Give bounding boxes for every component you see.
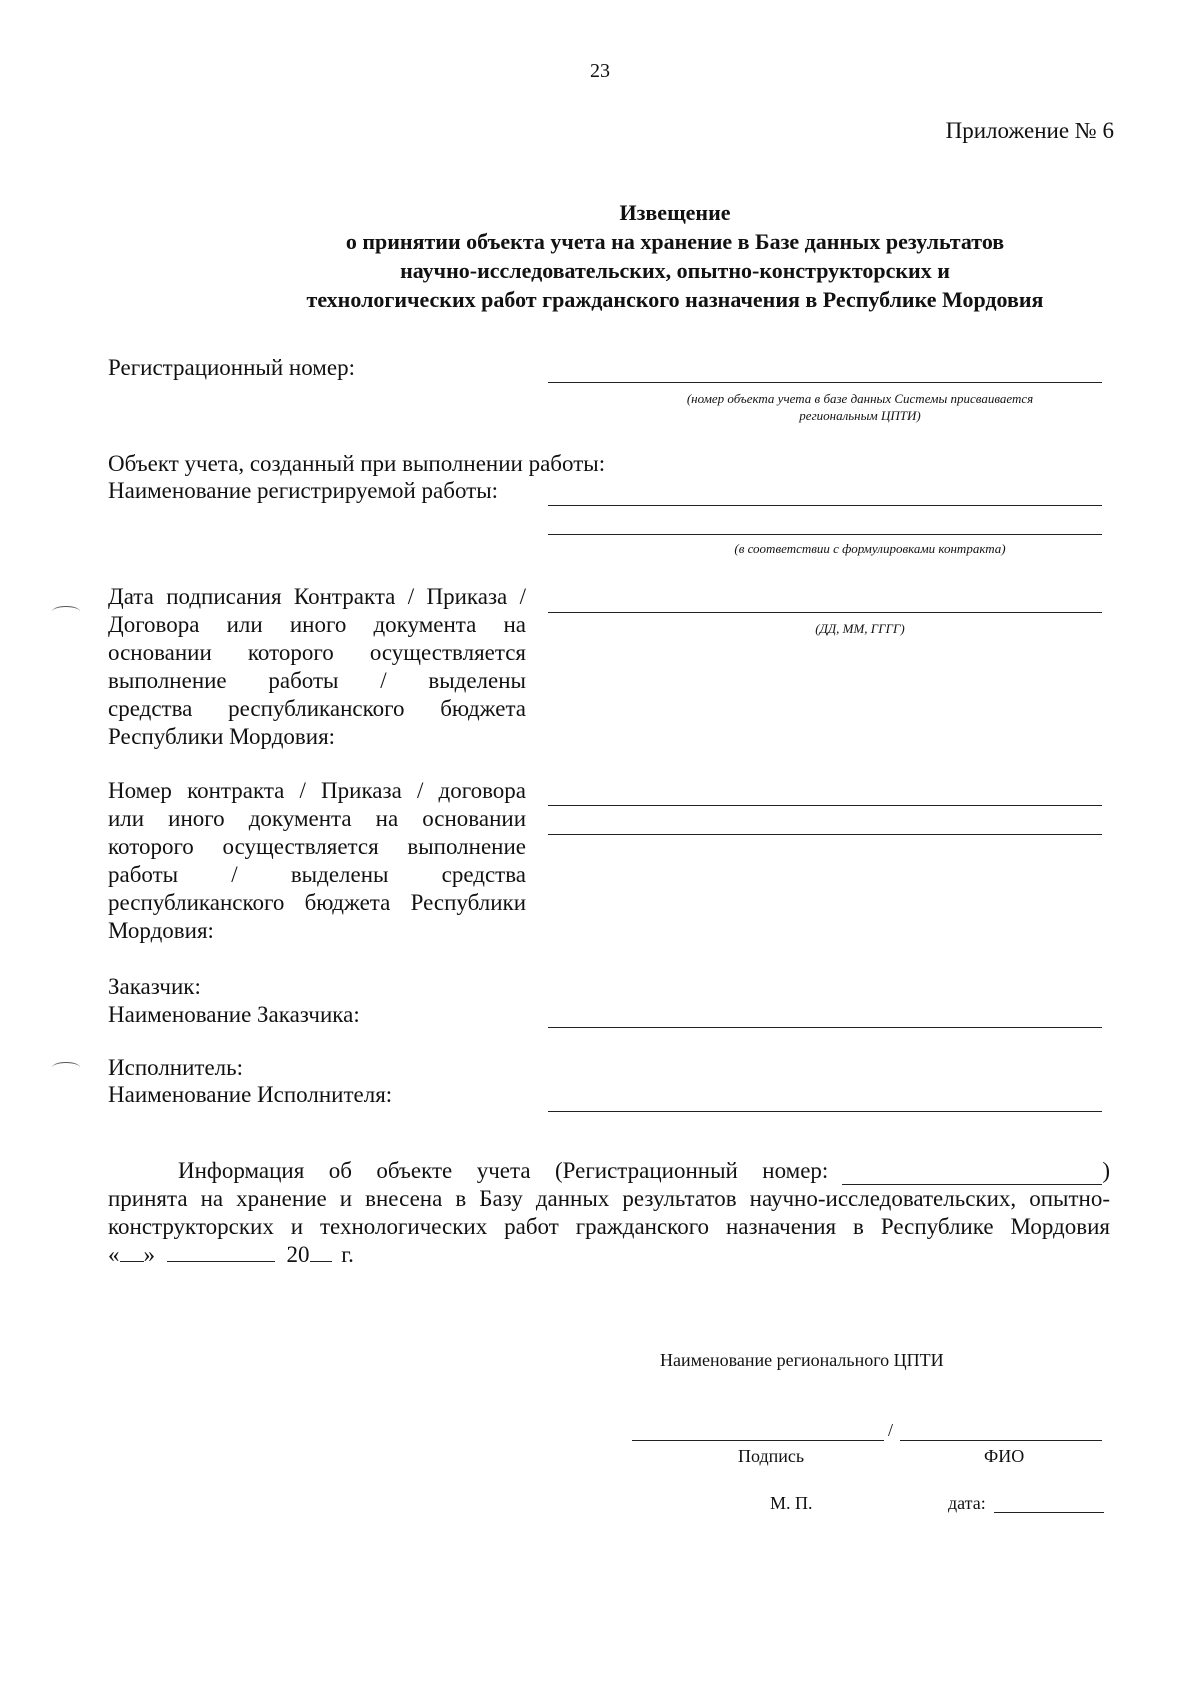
year-prefix: 20 — [286, 1242, 310, 1267]
date-label-line: Договора или иного документа на — [108, 612, 526, 637]
customer-name-field[interactable] — [548, 1027, 1102, 1028]
date-label — [108, 583, 526, 751]
org-name-label: Наименование регионального ЦПТИ — [660, 1350, 944, 1370]
scan-mark — [52, 606, 80, 617]
title-line-2: о принятии объекта учета на хранение в Базе данных результатов — [345, 229, 1005, 254]
object-label: Объект учета, созданный при выполнении работы: — [108, 451, 606, 476]
work-name-label: Наименование регистрируемой работы: — [108, 478, 499, 503]
work-name-field-1[interactable] — [548, 505, 1102, 506]
date-label-line: основании которого осуществляется — [108, 640, 526, 665]
info-line-2: принята на хранение и внесена в Базу данных результатов научно-исследовательских, опытно- — [108, 1186, 1110, 1211]
date-label-line: Республики Мордовия: — [108, 724, 336, 749]
info-paragraph — [108, 1157, 1110, 1269]
date-label-line: выполнение работы / выделены — [108, 668, 526, 693]
date-hint: (ДД, ММ, ГГГГ) — [815, 621, 905, 636]
sign-label: Подпись — [738, 1446, 805, 1466]
stamp-label: М. П. — [770, 1493, 813, 1513]
date-open-quote: « — [108, 1242, 120, 1267]
info-line-1-text: Информация об объекте учета (Регистрационный номер: — [178, 1158, 829, 1183]
reg-number-hint-line-2: региональным ЦПТИ) — [799, 408, 921, 423]
month-field[interactable] — [167, 1261, 275, 1262]
work-name-hint: (в соответствии с формулировками контракта) — [734, 541, 1006, 556]
appendix-label: Приложение № 6 — [945, 118, 1114, 143]
day-field[interactable] — [120, 1261, 144, 1262]
info-line-3: конструкторских и технологических работ гражданского назначения в Республике Мордовия — [108, 1214, 1110, 1239]
work-name-field-2[interactable] — [548, 534, 1102, 535]
date-close-quote: » — [143, 1242, 155, 1267]
reg-number-field[interactable] — [548, 382, 1102, 383]
executor-name-field[interactable] — [548, 1111, 1102, 1112]
number-label-line: которого осуществляется выполнение — [108, 834, 526, 859]
info-line-1 — [108, 1157, 1110, 1185]
number-field-1[interactable] — [548, 805, 1102, 806]
executor-label: Исполнитель: — [108, 1055, 244, 1080]
date-sign-label: дата: — [948, 1493, 986, 1513]
title-line-1: Извещение — [619, 200, 731, 225]
customer-label: Заказчик: — [108, 974, 201, 999]
date-sign-field[interactable] — [994, 1512, 1104, 1513]
number-label — [108, 777, 526, 945]
year-field[interactable] — [310, 1261, 332, 1262]
signature-separator: / — [888, 1420, 894, 1440]
number-label-line: или иного документа на основании — [108, 806, 526, 831]
executor-name-label: Наименование Исполнителя: — [108, 1082, 393, 1107]
scan-mark — [52, 1062, 80, 1073]
date-field[interactable] — [548, 612, 1102, 613]
page-number: 23 — [590, 60, 610, 82]
reg-number-hint-line-1: (номер объекта учета в базе данных Системы присваивается — [686, 391, 1034, 406]
fio-label: ФИО — [984, 1446, 1025, 1466]
number-label-line: Мордовия: — [108, 918, 214, 943]
date-label-line: средства республиканского бюджета — [108, 696, 526, 721]
info-reg-number-field[interactable] — [842, 1157, 1102, 1185]
number-label-line: Номер контракта / Приказа / договора — [108, 778, 526, 803]
info-line-1-close: ) — [1102, 1158, 1110, 1183]
info-date-line — [108, 1241, 1110, 1269]
year-suffix: г. — [341, 1242, 354, 1267]
number-label-line: республиканского бюджета Республики — [108, 890, 526, 915]
number-label-line: работы / выделены средства — [108, 862, 526, 887]
number-field-2[interactable] — [548, 834, 1102, 835]
customer-name-label: Наименование Заказчика: — [108, 1002, 360, 1027]
title-line-3: научно-исследовательских, опытно-конструкторских и — [400, 258, 950, 283]
fio-field[interactable] — [900, 1440, 1102, 1441]
date-label-line: Дата подписания Контракта / Приказа / — [108, 584, 526, 609]
document-title — [220, 198, 1130, 314]
reg-number-label: Регистрационный номер: — [108, 355, 355, 380]
title-line-4: технологических работ гражданского назначения в Республике Мордовия — [306, 287, 1044, 312]
reg-number-hint — [630, 390, 1090, 424]
signature-field[interactable] — [632, 1440, 884, 1441]
